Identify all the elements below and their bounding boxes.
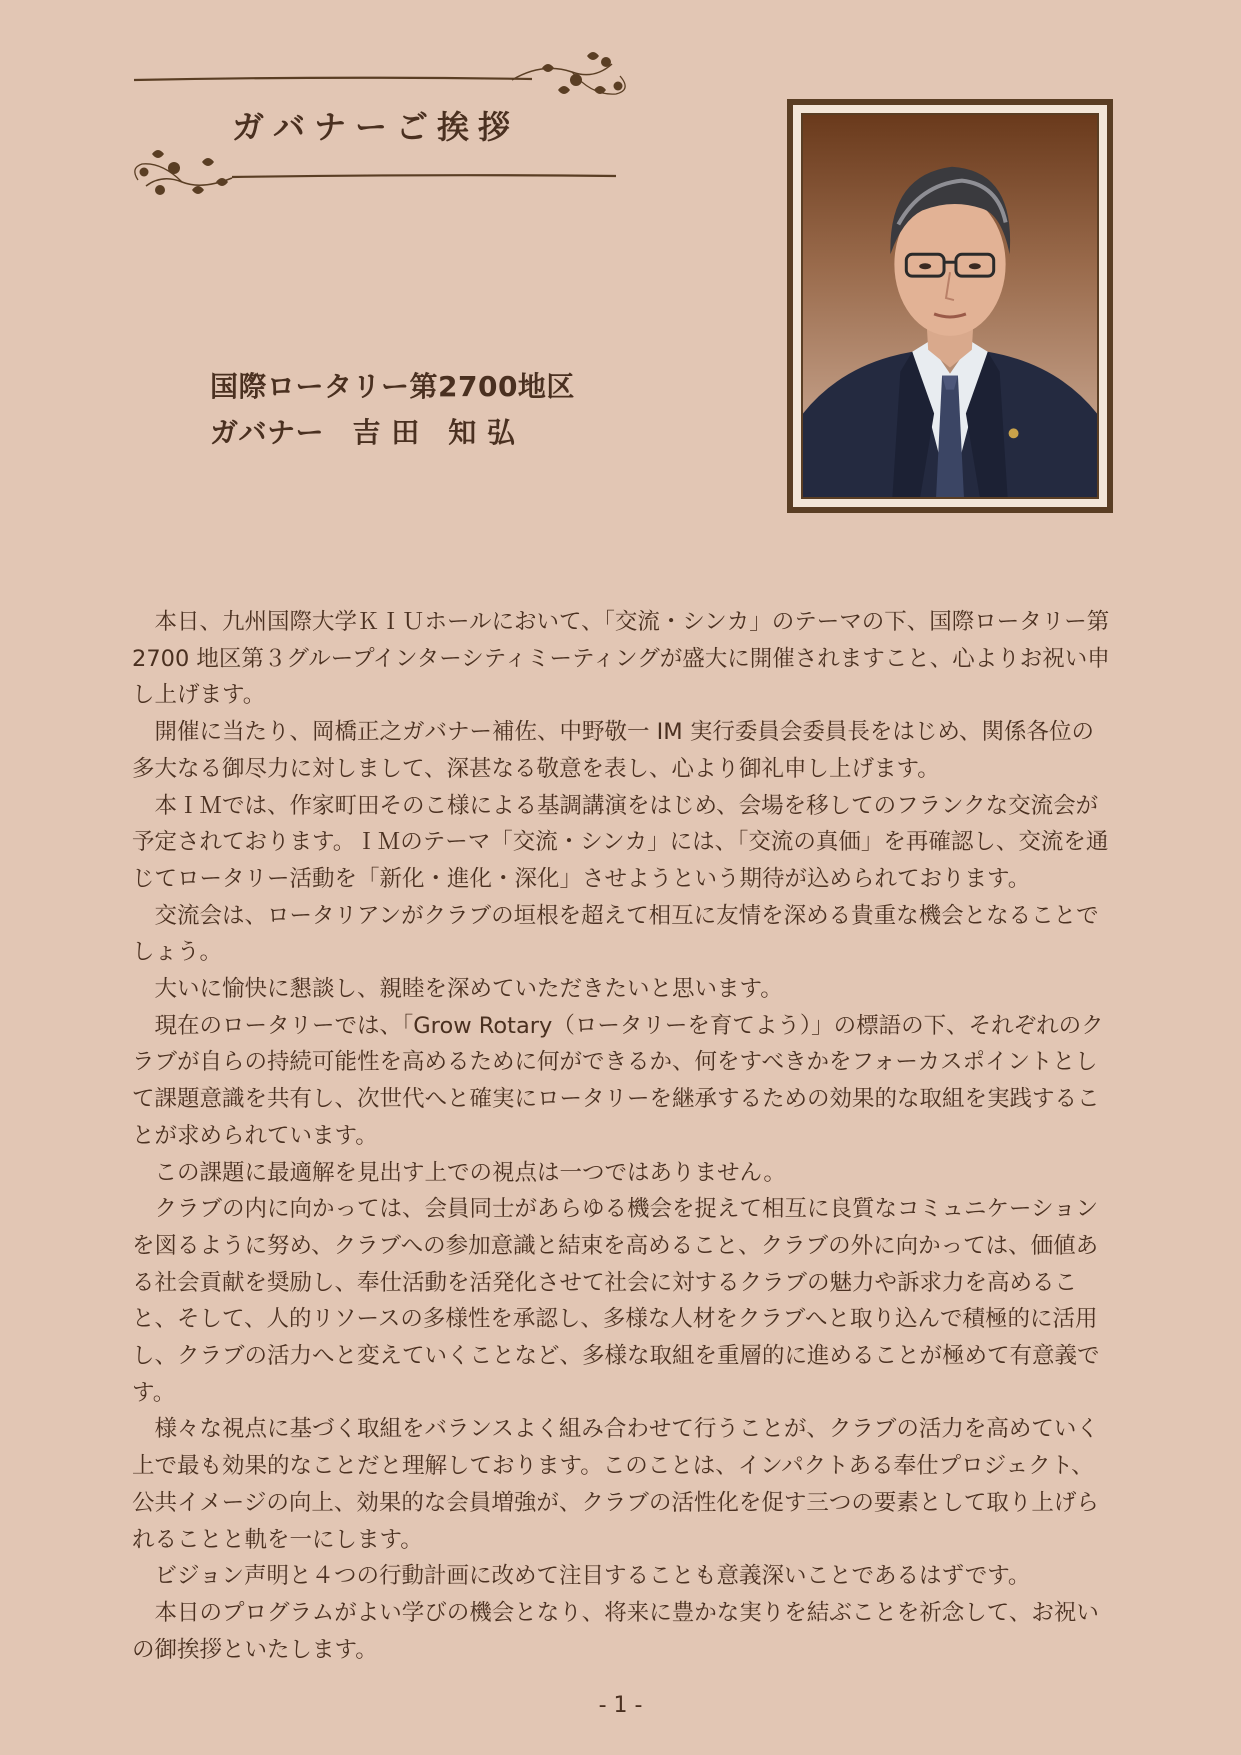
page-title: ガバナーご挨拶 bbox=[232, 108, 520, 146]
paragraph: この課題に最適解を見出す上での視点は一つではありません。 bbox=[154, 1159, 786, 1186]
paragraph: 現在のロータリーでは、「Grow Rotary（ロータリーを育てよう）」の標語の下、それぞれのクラブが自らの持続可能性を高めるために何ができるか、何をすべきかをフォーカスポイントとして課題意識を共有し、次世代へと確実にロータリーを継承するための効果的な取組を実践することが求められています。 bbox=[132, 1012, 1104, 1149]
title-header bbox=[132, 50, 632, 210]
page-number: - 1 - bbox=[598, 1693, 643, 1718]
author-organization: 国際ロータリー第2700地区 bbox=[210, 370, 575, 403]
paragraph: 大いに愉快に懇談し、親睦を深めていただきたいと思います。 bbox=[154, 976, 783, 1003]
author-block bbox=[210, 364, 575, 456]
author-name: ガバナー 吉 田 知 弘 bbox=[210, 416, 516, 449]
paragraph: クラブの内に向かっては、会員同士があらゆる機会を捉えて相互に良質なコミュニケーションを図るように努め、クラブへの参加意識と結束を高めること、クラブの外に向かっては、価値ある社会貢献を奨励し、奉仕活動を活発化させて社会に対するクラブの魅力や訴求力を高めること、そして、人的リソースの多様性を承認し、多様な人材をクラブへと取り込んで積極的に活用し、クラブの活力へと変えていくことなど、多様な取組を重層的に進めることが極めて有意義です。 bbox=[132, 1196, 1100, 1406]
paragraph: 交流会は、ロータリアンがクラブの垣根を超えて相互に友情を深める貴重な機会となることでしょう。 bbox=[132, 902, 1099, 966]
paragraph: 本ＩＭでは、作家町田そのこ様による基調講演をはじめ、会場を移してのフランクな交流会が予定されております。ＩＭのテーマ「交流・シンカ」には、「交流の真価」を再確認し、交流を通じてロータリー活動を「新化・進化・深化」させようという期待が込められております。 bbox=[132, 792, 1109, 892]
portrait-illustration bbox=[803, 115, 1097, 497]
paragraph: 本日、九州国際大学ＫＩＵホールにおいて、「交流・シンカ」のテーマの下、国際ロータリー第 2700 地区第３グループインターシティミーティングが盛大に開催されますこと、心よりお祝い申し上げます。 bbox=[132, 609, 1110, 709]
portrait-frame bbox=[787, 99, 1113, 513]
greeting-body bbox=[132, 604, 1112, 1668]
paragraph: 様々な視点に基づく取組をバランスよく組み合わせて行うことが、クラブの活力を高めていく上で最も効果的なことだと理解しております。このことは、インパクトある奉仕プロジェクト、公共イメージの向上、効果的な会員増強が、クラブの活性化を促す三つの要素として取り上げられることと軌を一にします。 bbox=[132, 1416, 1099, 1553]
paragraph: ビジョン声明と４つの行動計画に改めて注目することも意義深いことであるはずです。 bbox=[154, 1563, 1031, 1590]
governor-portrait-photo bbox=[801, 113, 1099, 499]
paragraph: 開催に当たり、岡橋正之ガバナー補佐、中野敬一 IM 実行委員会委員長をはじめ、関係各位の多大なる御尽力に対しまして、深甚なる敬意を表し、心より御礼申し上げます。 bbox=[132, 719, 1094, 782]
paragraph: 本日のプログラムがよい学びの機会となり、将来に豊かな実りを結ぶことを祈念して、お祝いの御挨拶といたします。 bbox=[132, 1599, 1099, 1663]
